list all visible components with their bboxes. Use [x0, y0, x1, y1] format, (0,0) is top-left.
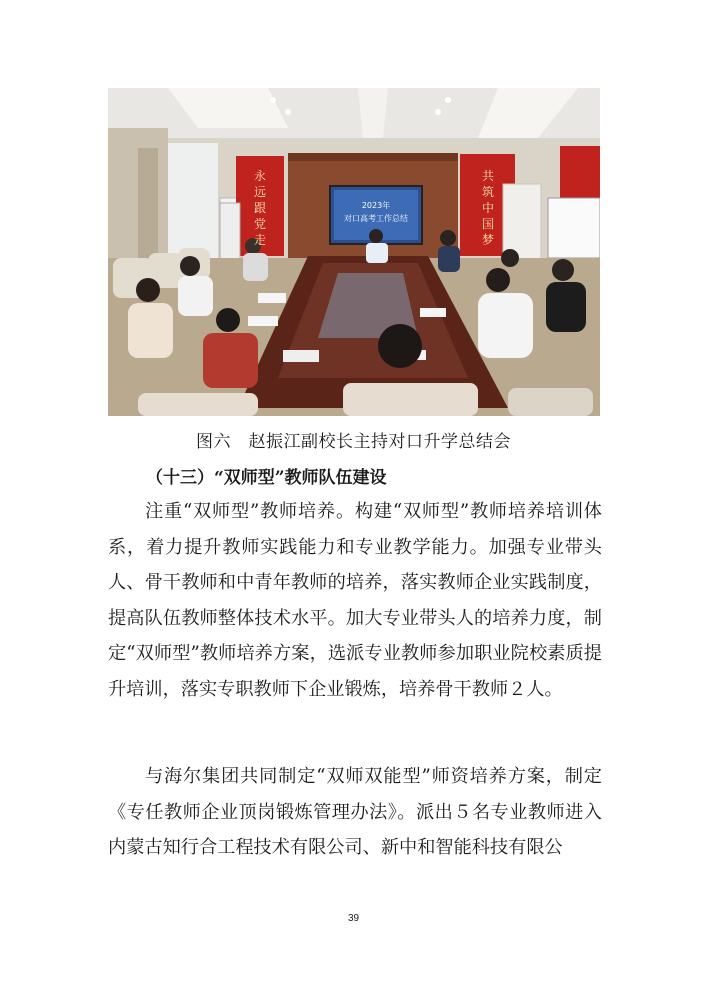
banner-left-char: 党 — [253, 217, 267, 231]
banner-right-char: 国 — [481, 217, 495, 231]
banner-right-char: 筑 — [481, 185, 495, 199]
banner-right-char: 梦 — [481, 233, 495, 247]
figure-caption: 图六 赵振江副校长主持对口升学总结会 — [196, 432, 511, 452]
banner-left-char: 远 — [253, 185, 267, 199]
screen-title: 2023年 — [361, 201, 391, 210]
paragraph-2: 与海尔集团共同制定“双师双能型”师资培养方案，制定《专任教师企业顶岗锻炼管理办法》。派出５名专业教师进入内蒙古知行合工程技术有限公司、新中和智能科技有限公 — [108, 766, 602, 859]
banner-left-char: 永 — [253, 169, 267, 183]
paragraph-1: 注重“双师型”教师培养。构建“双师型”教师培养培训体系，着力提升教师实践能力和专业教学能力。加强专业带头人、骨干教师和中青年教师的培养，落实教师企业实践制度，提高队伍教师整体技术水平。加大专业带头人的培养力度，制定“双师型”教师培养方案，选派专业教师参加职业院校素质提升培训，落实专职教师下企业锻炼，培养骨干教师２人。 — [108, 501, 602, 700]
meeting-photo — [108, 88, 600, 416]
page-number: 39 — [347, 913, 360, 924]
banner-left-char: 跟 — [253, 201, 267, 215]
banner-right-char: 中 — [481, 201, 495, 215]
screen-subtitle: 对口高考工作总结 — [344, 214, 408, 223]
banner-right-char: 共 — [481, 169, 495, 183]
section-heading: （十三）“双师型”教师队伍建设 — [146, 468, 387, 488]
banner-left-char: 走 — [253, 233, 267, 247]
